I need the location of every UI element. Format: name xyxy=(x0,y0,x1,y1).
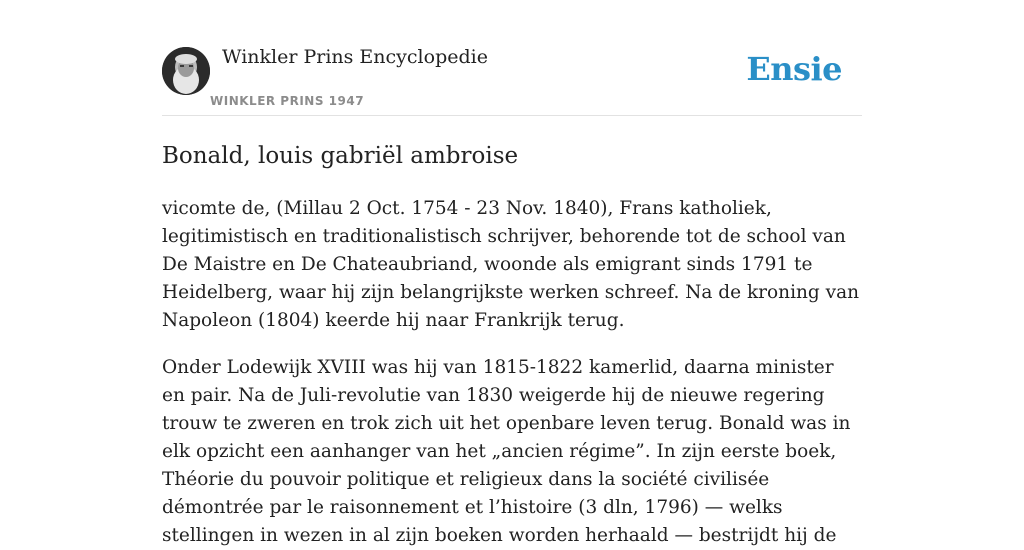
source-avatar[interactable] xyxy=(162,47,210,95)
page-container xyxy=(162,0,862,550)
article-title: Bonald, louis gabriël ambroise xyxy=(162,143,519,169)
article-paragraph-2: Onder Lodewijk XVIII was hij van 1815-1822 kamerlid, daarna minister en pair. Na de Juli-revolutie van 1830 weigerde hij de nieuwe regering trouw te zweren en trok zich uit het openbare leven terug. Bonald was in elk opzicht een aanhanger van het „ancien régime”. In zijn eerste boek, Théorie du pouvoir politique et religieux dans la société civilisée démontrée par le raisonnement et l’histoire (3 dln, 1796) — welks stellingen in wezen in al zijn boeken worden herhaald — bestrijdt hij de xyxy=(162,357,851,546)
source-subtitle[interactable]: WINKLER PRINS 1947 xyxy=(210,94,365,108)
header xyxy=(162,0,862,116)
source-title[interactable]: Winkler Prins Encyclopedie xyxy=(222,46,488,68)
ensie-logo-link[interactable]: Ensie xyxy=(746,50,842,88)
article-paragraph-1: vicomte de, (Millau 2 Oct. 1754 - 23 Nov. 1840), Frans katholiek, legitimistisch en traditionalistisch schrijver, behorende tot de school van De Maistre en De Chateaubriand, woonde als emigrant sinds 1791 te Heidelberg, waar hij zijn belangrijkste werken schreef. Na de kroning van Napoleon (1804) keerde hij naar Frankrijk terug. xyxy=(162,198,860,331)
bearded-man-portrait-icon xyxy=(162,47,210,95)
